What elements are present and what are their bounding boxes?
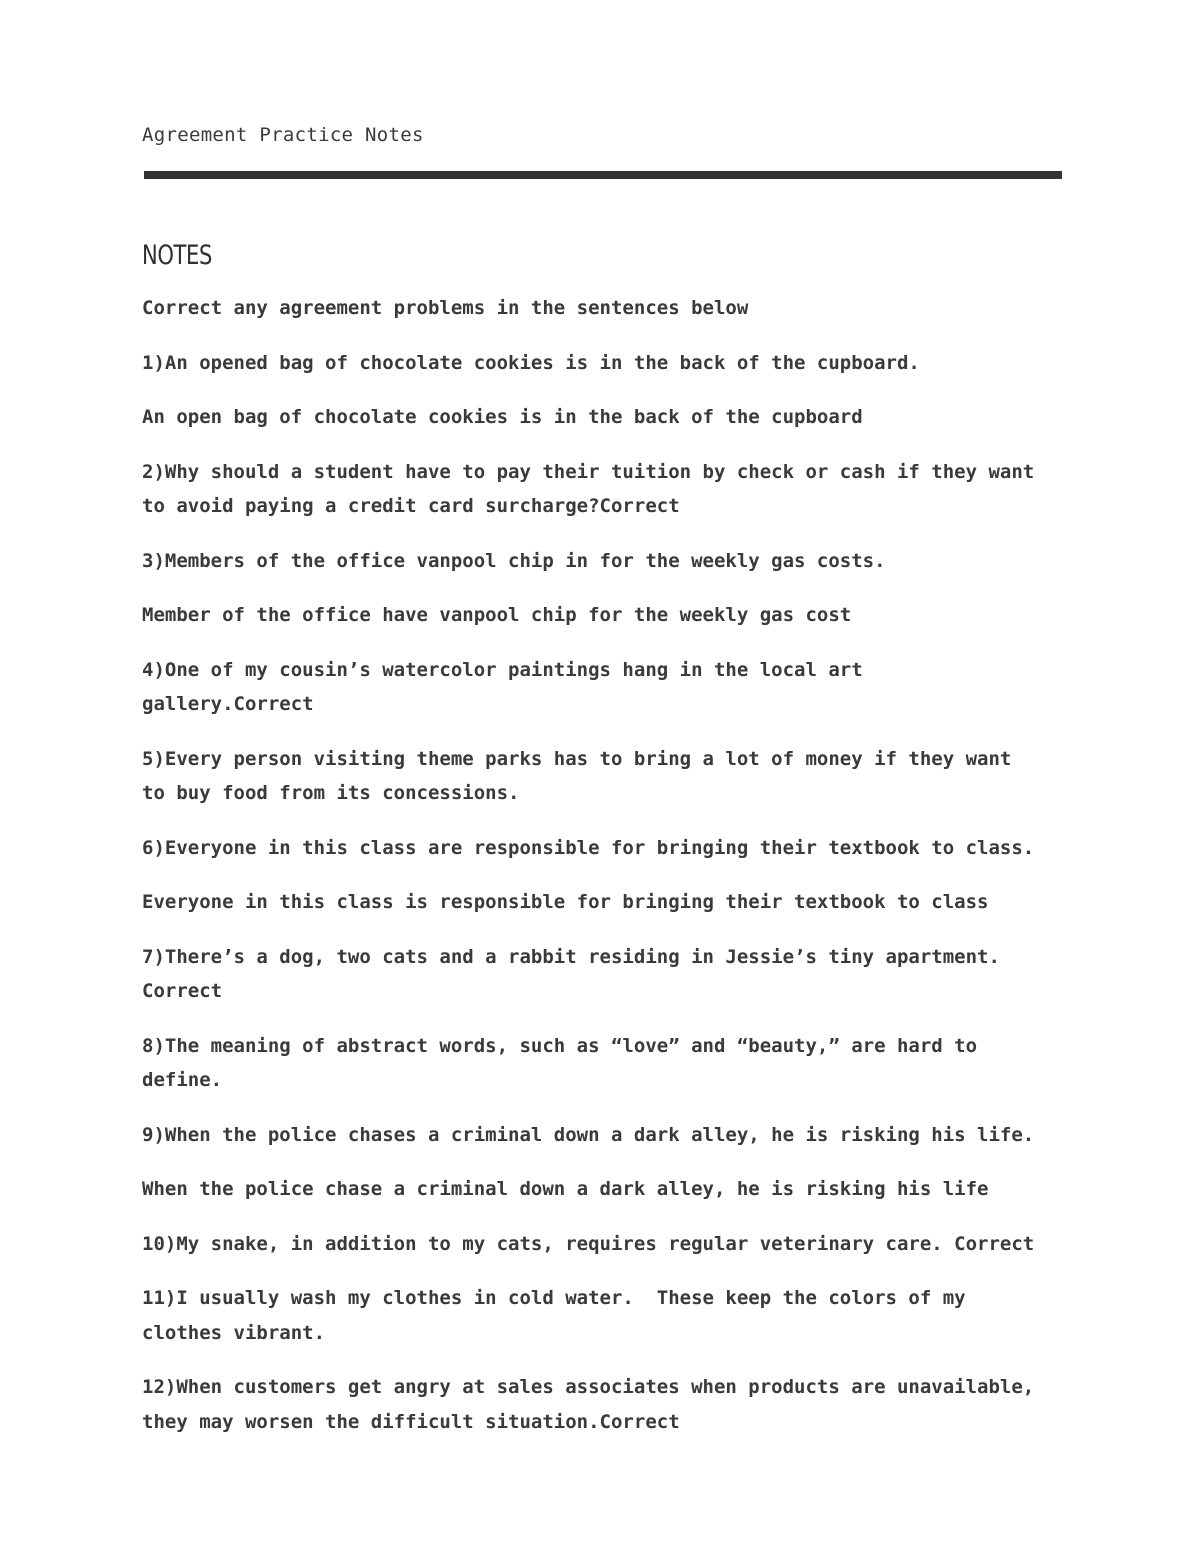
sentence-9: 9)When the police chases a criminal down a dark alley, he is risking his life. — [142, 1123, 1035, 1146]
correction-6: Everyone in this class is responsible for bringing their textbook to class — [142, 891, 989, 913]
sentence-2: 2)Why should a student have to pay their tuition by check or cash if they want to avoid paying a credit card surcharge?Correct — [142, 460, 1035, 517]
correction-1: An open bag of chocolate cookies is in the back of the cupboard — [142, 406, 863, 428]
sentence-10: 10)My snake, in addition to my cats, requires regular veterinary care. Correct — [142, 1232, 1035, 1255]
sentence-3: 3)Members of the office vanpool chip in for the weekly gas costs. — [142, 549, 886, 572]
document-body — [142, 291, 1072, 1459]
sentence-8: 8)The meaning of abstract words, such as “love” and “beauty,” are hard to define. — [142, 1034, 978, 1091]
title-divider — [144, 171, 1062, 179]
sentence-4: 4)One of my cousin’s watercolor paintings hang in the local art gallery.Correct — [142, 658, 863, 715]
sentence-11: 11)I usually wash my clothes in cold water. These keep the colors of my clothes vibrant. — [142, 1287, 966, 1344]
correction-9: When the police chase a criminal down a dark alley, he is risking his life — [142, 1178, 989, 1200]
sentence-1: 1)An opened bag of chocolate cookies is in the back of the cupboard. — [142, 351, 920, 374]
sentence-6: 6)Everyone in this class are responsible for bringing their textbook to class. — [142, 836, 1035, 859]
sentence-5: 5)Every person visiting theme parks has to bring a lot of money if they want to buy food from its concessions. — [142, 747, 1012, 804]
section-heading: NOTES — [142, 240, 212, 271]
document-title: Agreement Practice Notes — [142, 124, 424, 146]
correction-3: Member of the office have vanpool chip for the weekly gas cost — [142, 604, 852, 626]
sentence-7: 7)There’s a dog, two cats and a rabbit residing in Jessie’s tiny apartment. Correct — [142, 945, 1000, 1002]
instruction-text: Correct any agreement problems in the sentences below — [142, 297, 749, 319]
sentence-12: 12)When customers get angry at sales associates when products are unavailable, they may worsen the difficult situation.Correct — [142, 1376, 1035, 1433]
